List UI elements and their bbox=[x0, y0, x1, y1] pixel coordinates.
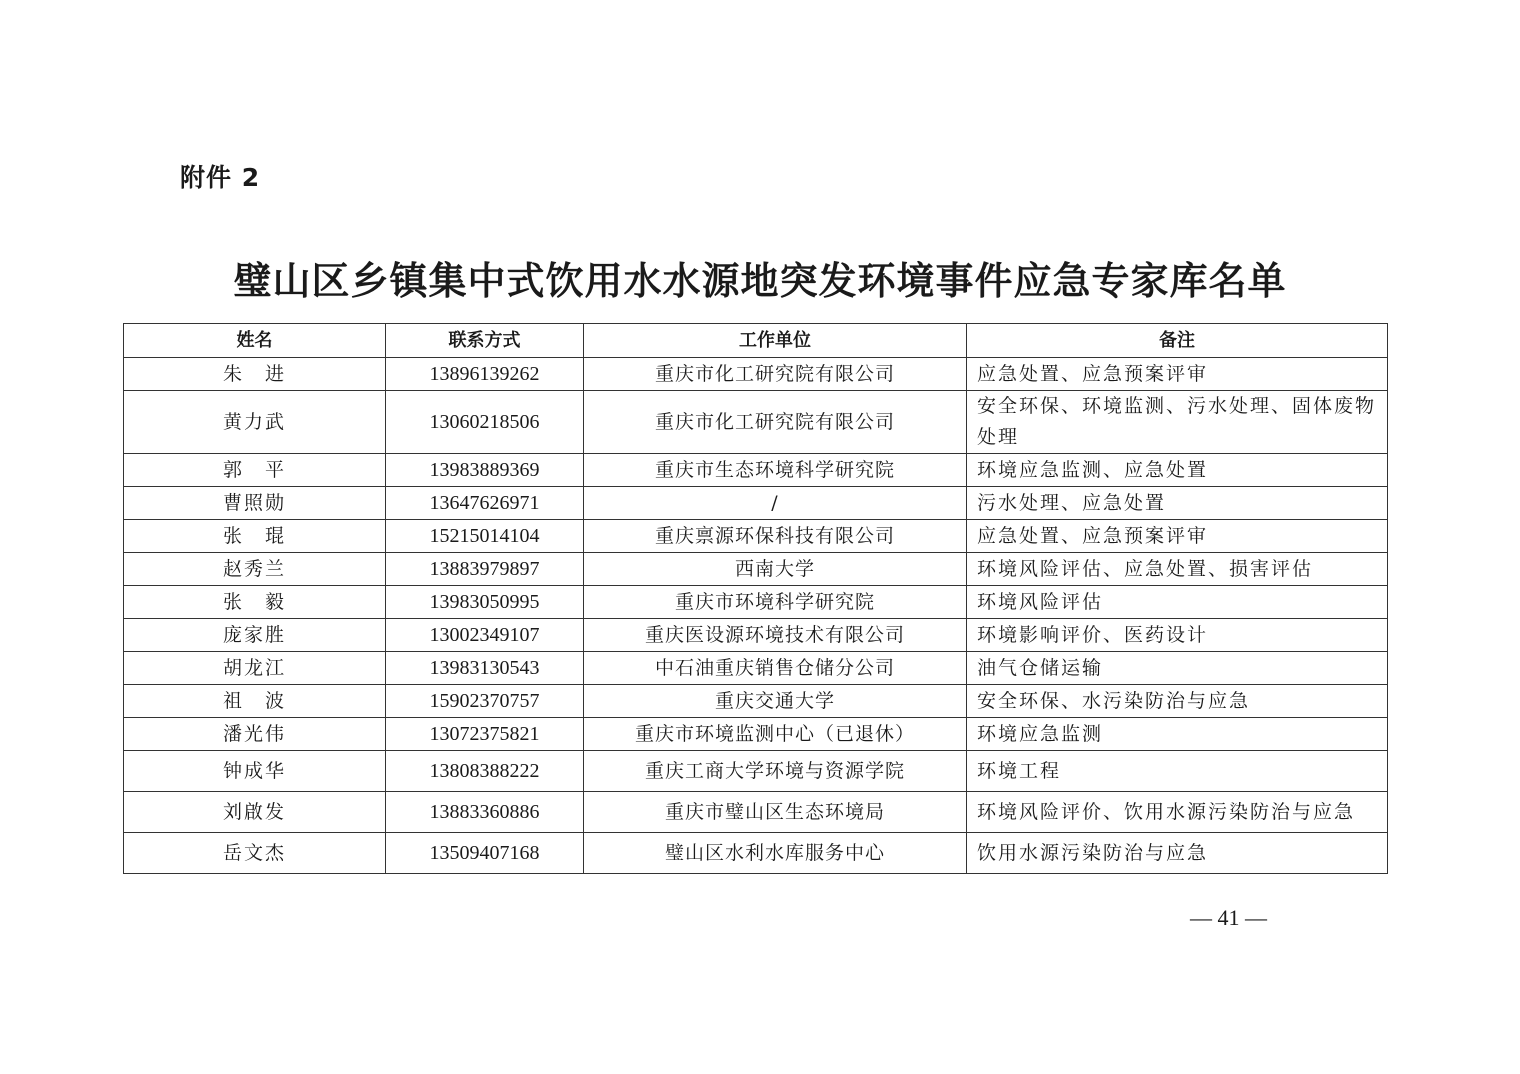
table-row bbox=[124, 833, 1388, 874]
table-row bbox=[124, 358, 1388, 391]
cell-name: 刘啟发 bbox=[124, 792, 386, 833]
cell-unit: 璧山区水利水库服务中心 bbox=[584, 833, 967, 874]
page-title: 璧山区乡镇集中式饮用水水源地突发环境事件应急专家库名单 bbox=[233, 259, 1287, 303]
cell-remark: 饮用水源污染防治与应急 bbox=[967, 833, 1388, 874]
cell-remark: 安全环保、水污染防治与应急 bbox=[967, 685, 1388, 718]
cell-remark: 污水处理、应急处置 bbox=[967, 487, 1388, 520]
cell-phone: 13883360886 bbox=[386, 792, 584, 833]
header-phone: 联系方式 bbox=[386, 324, 584, 358]
cell-name: 岳文杰 bbox=[124, 833, 386, 874]
table-row bbox=[124, 553, 1388, 586]
table-header-row bbox=[124, 324, 1388, 358]
cell-name: 黄力武 bbox=[124, 391, 386, 454]
cell-phone: 13983130543 bbox=[386, 652, 584, 685]
cell-unit: 重庆工商大学环境与资源学院 bbox=[584, 751, 967, 792]
attachment-label: 附件 2 bbox=[180, 163, 261, 192]
cell-name: 庞家胜 bbox=[124, 619, 386, 652]
table-row bbox=[124, 520, 1388, 553]
table-row bbox=[124, 792, 1388, 833]
cell-remark: 环境工程 bbox=[967, 751, 1388, 792]
cell-unit: 西南大学 bbox=[584, 553, 967, 586]
cell-phone: 13883979897 bbox=[386, 553, 584, 586]
expert-table bbox=[123, 323, 1388, 874]
table-row bbox=[124, 751, 1388, 792]
cell-name: 钟成华 bbox=[124, 751, 386, 792]
cell-name: 潘光伟 bbox=[124, 718, 386, 751]
cell-unit: 重庆交通大学 bbox=[584, 685, 967, 718]
cell-phone: 13060218506 bbox=[386, 391, 584, 454]
cell-remark: 环境风险评价、饮用水源污染防治与应急 bbox=[967, 792, 1388, 833]
cell-remark: 环境风险评估、应急处置、损害评估 bbox=[967, 553, 1388, 586]
cell-phone: 15902370757 bbox=[386, 685, 584, 718]
cell-remark: 环境应急监测、应急处置 bbox=[967, 454, 1388, 487]
table-row bbox=[124, 685, 1388, 718]
cell-phone: 13647626971 bbox=[386, 487, 584, 520]
cell-phone: 13808388222 bbox=[386, 751, 584, 792]
cell-unit: 重庆市环境科学研究院 bbox=[584, 586, 967, 619]
page-number: — 41 — bbox=[1190, 905, 1267, 930]
cell-name: 张 毅 bbox=[124, 586, 386, 619]
cell-unit: 中石油重庆销售仓储分公司 bbox=[584, 652, 967, 685]
cell-remark: 应急处置、应急预案评审 bbox=[967, 520, 1388, 553]
cell-name: 曹照勋 bbox=[124, 487, 386, 520]
cell-phone: 13896139262 bbox=[386, 358, 584, 391]
header-name: 姓名 bbox=[124, 324, 386, 358]
cell-remark: 安全环保、环境监测、污水处理、固体废物处理 bbox=[967, 391, 1388, 454]
cell-remark: 环境影响评价、医药设计 bbox=[967, 619, 1388, 652]
cell-remark: 应急处置、应急预案评审 bbox=[967, 358, 1388, 391]
header-remark: 备注 bbox=[967, 324, 1388, 358]
cell-name: 张 琨 bbox=[124, 520, 386, 553]
table-row bbox=[124, 454, 1388, 487]
table-row bbox=[124, 487, 1388, 520]
cell-phone: 13072375821 bbox=[386, 718, 584, 751]
cell-phone: 13509407168 bbox=[386, 833, 584, 874]
cell-unit: 重庆市生态环境科学研究院 bbox=[584, 454, 967, 487]
table-row bbox=[124, 586, 1388, 619]
cell-phone: 13983050995 bbox=[386, 586, 584, 619]
cell-name: 郭 平 bbox=[124, 454, 386, 487]
cell-phone: 13002349107 bbox=[386, 619, 584, 652]
cell-phone: 15215014104 bbox=[386, 520, 584, 553]
cell-unit: 重庆市环境监测中心（已退休） bbox=[584, 718, 967, 751]
cell-unit: 重庆医设源环境技术有限公司 bbox=[584, 619, 967, 652]
cell-name: 祖 波 bbox=[124, 685, 386, 718]
cell-phone: 13983889369 bbox=[386, 454, 584, 487]
cell-remark: 油气仓储运输 bbox=[967, 652, 1388, 685]
cell-unit: / bbox=[584, 487, 967, 520]
cell-name: 胡龙江 bbox=[124, 652, 386, 685]
header-unit: 工作单位 bbox=[584, 324, 967, 358]
cell-name: 朱 进 bbox=[124, 358, 386, 391]
table-row bbox=[124, 391, 1388, 454]
cell-unit: 重庆禀源环保科技有限公司 bbox=[584, 520, 967, 553]
table-row bbox=[124, 619, 1388, 652]
cell-remark: 环境应急监测 bbox=[967, 718, 1388, 751]
cell-remark: 环境风险评估 bbox=[967, 586, 1388, 619]
table-row bbox=[124, 652, 1388, 685]
cell-unit: 重庆市璧山区生态环境局 bbox=[584, 792, 967, 833]
table-row bbox=[124, 718, 1388, 751]
cell-name: 赵秀兰 bbox=[124, 553, 386, 586]
cell-unit: 重庆市化工研究院有限公司 bbox=[584, 391, 967, 454]
cell-unit: 重庆市化工研究院有限公司 bbox=[584, 358, 967, 391]
